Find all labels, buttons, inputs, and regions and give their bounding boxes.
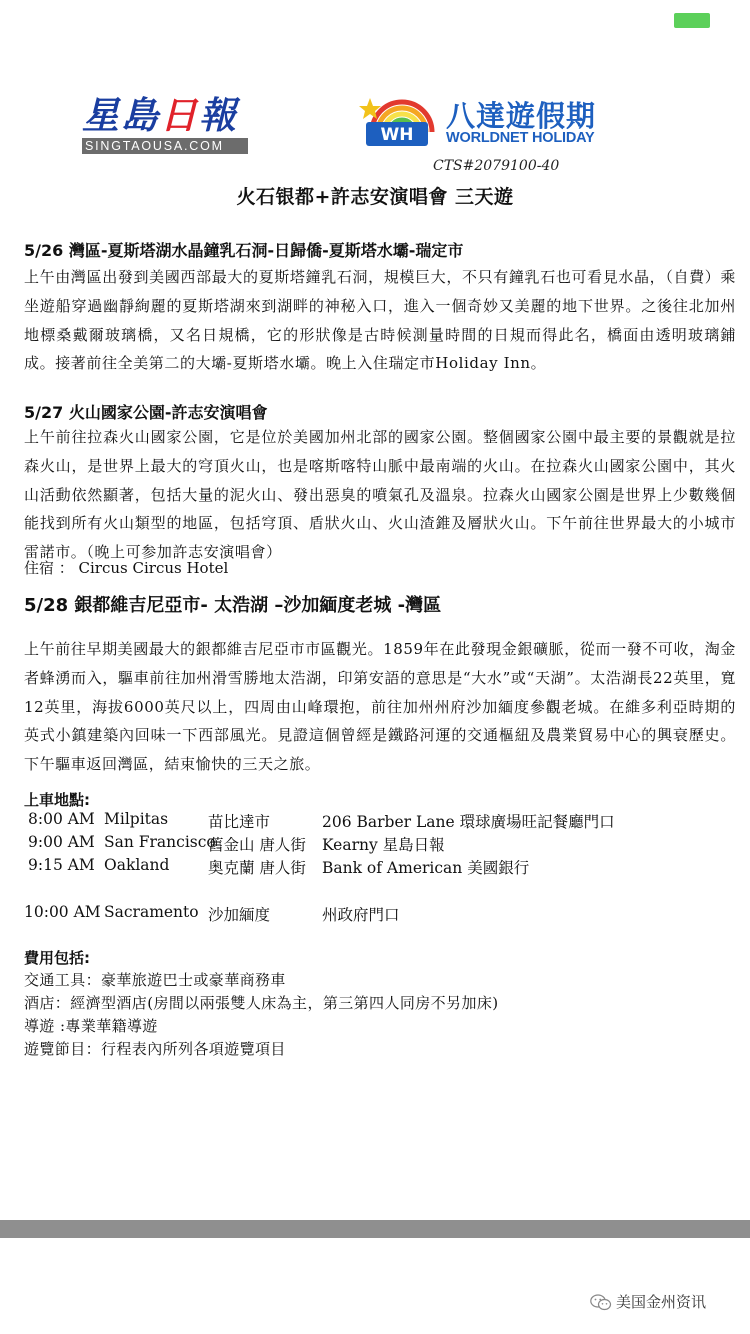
pickup-address: Bank of American 美國銀行	[322, 859, 530, 877]
worldnet-logo	[358, 88, 608, 150]
day3-heading: 5/28 銀都維吉尼亞市- 太浩湖 –沙加緬度老城 -灣區	[24, 595, 442, 616]
worldnet-logo-en: WORLDNET HOLIDAY	[446, 130, 595, 146]
bottom-divider	[0, 1220, 750, 1238]
page-title: 火石银都+許志安演唱會 三天遊	[236, 186, 514, 208]
fees-heading: 費用包括:	[24, 949, 90, 967]
worldnet-mark: WH	[380, 125, 414, 145]
pickup-city-cn: 奥克蘭 唐人街	[208, 859, 306, 877]
day1-heading: 5/26 灣區-夏斯塔湖水晶鐘乳石洞-日歸僑-夏斯塔水壩-瑞定市	[24, 241, 464, 260]
pickup-time: 9:00 AM	[28, 833, 95, 851]
day2-lodging: 住宿 ： Circus Circus Hotel	[24, 559, 229, 577]
day2-body: 上午前往拉森火山國家公園，它是位於美國加州北部的國家公園。整個國家公園中最主要的景觀就是拉森火山，是世界上最大的穹頂火山，也是喀斯喀特山脈中最南端的火山。在拉森火山國家公園中，其火山活動依然顯著，包括大量的泥火山、發出惡臭的噴氣孔及溫泉。拉森火山國家公園是世界上少數幾個能找到所有火山類型的地區，包括穹頂、盾狀火山、火山渣錐及層狀火山。下午前往世界最大的小城市雷諾市。（晚上可参加許志安演唱會）	[24, 428, 736, 562]
fee-item: 交通工具：豪華旅遊巴士或豪華商務車	[24, 971, 286, 989]
worldnet-logo-cn: 八達遊假期	[446, 99, 597, 133]
pickup-city: San Francisco	[104, 833, 216, 851]
worldnet-rainbow-icon	[358, 88, 444, 150]
pickup-time: 9:15 AM	[28, 856, 95, 874]
pickup-city-cn: 舊金山 唐人街	[208, 836, 306, 854]
pickup-time: 8:00 AM	[28, 810, 95, 828]
pickup-city-cn: 沙加緬度	[208, 906, 271, 924]
fee-item: 導遊 :專業華籍導遊	[24, 1017, 158, 1035]
day2-heading: 5/27 火山國家公園-許志安演唱會	[24, 403, 268, 422]
singtao-logo-cn: 星島日報	[82, 94, 238, 137]
pickup-city: Sacramento	[104, 903, 199, 921]
pickup-city: Milpitas	[104, 810, 169, 828]
pickup-address: 206 Barber Lane 環球廣場旺記餐廳門口	[322, 813, 615, 831]
watermark-text: 美国金州资讯	[616, 1293, 707, 1311]
fee-item: 酒店：經濟型酒店(房間以兩張雙人床為主，第三第四人同房不另加床)	[24, 994, 499, 1012]
pickup-city-cn: 苗比達市	[208, 813, 271, 831]
pickup-city: Oakland	[104, 856, 170, 874]
pickup-address: Kearny 星島日報	[322, 836, 445, 854]
day3-body: 上午前往早期美國最大的銀都維吉尼亞市市區觀光。1859年在此發現金銀礦脈，從而一發不可收，淘金者蜂湧而入，驅車前往加州滑雪勝地太浩湖，印第安語的意思是“大水”或“天湖”。太浩湖長22英里，寬12英里，海拔6000英尺以上，四周由山峰環抱，前往加州州府沙加緬度參觀老城。在維多利亞時期的英式小鎮建築內回味一下西部風光。見證這個曾經是鐵路河運的交通樞紐及農業貿易中心的興衰歷史。下午驅車返回灣區，結束愉快的三天之旅。	[24, 640, 736, 774]
day1-body: 上午由灣區出發到美國西部最大的夏斯塔鐘乳石洞，規模巨大，不只有鐘乳石也可看見水晶，（自費）乘坐遊船穿過幽靜絢麗的夏斯塔湖來到湖畔的神秘入口，進入一個奇妙又美麗的地下世界。之後往北加州地標桑戴爾玻璃橋，又名日規橋，它的形狀像是古時候測量時間的日規而得此名，橋面由透明玻璃鋪成。接著前往全美第二的大壩-夏斯塔水壩。晚上入住瑞定市Holiday Inn。	[24, 268, 736, 373]
singtao-logo	[82, 96, 258, 156]
fee-item: 遊覽節目：行程表內所列各項遊覽項目	[24, 1040, 286, 1058]
singtao-logo-en: SINGTAOUSA.COM	[82, 138, 248, 154]
pickup-time: 10:00 AM	[24, 903, 101, 921]
status-badge	[674, 13, 710, 28]
tour-code: CTS#2079100-40	[433, 158, 560, 174]
pickup-address: 州政府門口	[322, 906, 400, 924]
wechat-icon	[590, 1294, 612, 1311]
pickup-heading: 上車地點:	[24, 791, 90, 809]
